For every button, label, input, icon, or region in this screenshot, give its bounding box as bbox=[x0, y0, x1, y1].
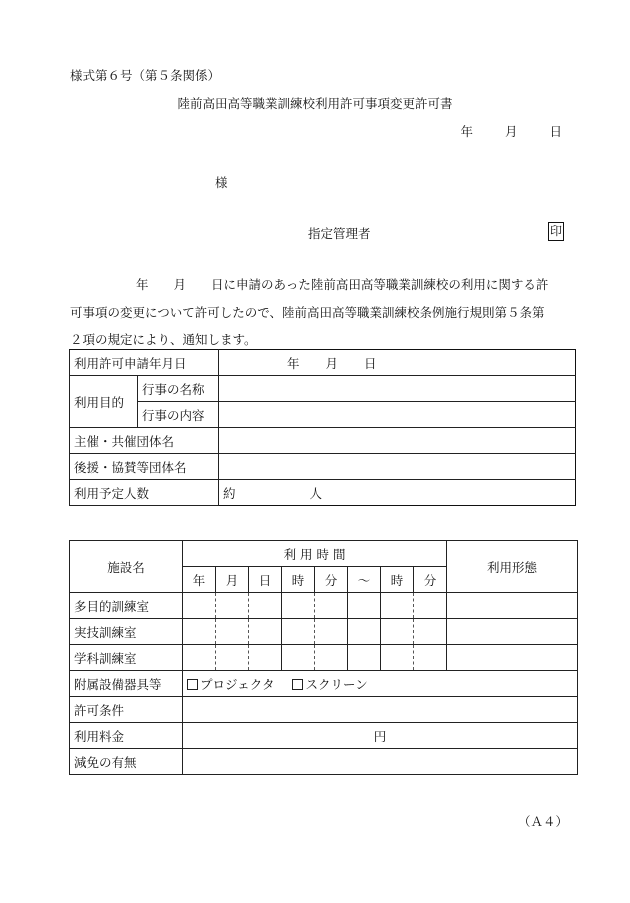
notice-body bbox=[70, 271, 578, 354]
usage-cell[interactable] bbox=[447, 593, 578, 619]
application-date-label: 利用許可申請年月日 bbox=[70, 350, 219, 376]
seal-mark: 印 bbox=[548, 222, 564, 241]
time-cell[interactable] bbox=[216, 593, 249, 619]
time-cell[interactable] bbox=[282, 645, 315, 671]
time-cell[interactable] bbox=[249, 593, 282, 619]
attendance-field[interactable] bbox=[219, 480, 576, 506]
usage-cell[interactable] bbox=[447, 645, 578, 671]
time-col-day: 日 bbox=[249, 567, 282, 593]
sponsor-field[interactable] bbox=[219, 454, 576, 480]
table-row bbox=[70, 645, 578, 671]
time-cell[interactable] bbox=[348, 645, 381, 671]
application-table bbox=[69, 349, 576, 506]
sponsor-label: 後援・協賛等団体名 bbox=[70, 454, 219, 480]
time-cell[interactable] bbox=[249, 645, 282, 671]
table-row bbox=[70, 697, 578, 723]
form-number: 様式第６号（第５条関係） bbox=[70, 68, 221, 83]
event-name-label: 行事の名称 bbox=[138, 376, 219, 402]
time-col-hour: 時 bbox=[282, 567, 315, 593]
time-cell[interactable] bbox=[183, 645, 216, 671]
event-name-field[interactable] bbox=[219, 376, 576, 402]
table-row bbox=[70, 376, 576, 402]
screen-checkbox[interactable] bbox=[292, 679, 303, 690]
document-title: 陸前高田高等職業訓練校利用許可事項変更許可書 bbox=[177, 96, 453, 111]
facility-table bbox=[69, 540, 578, 775]
table-row bbox=[70, 723, 578, 749]
time-cell[interactable] bbox=[414, 593, 447, 619]
time-cell[interactable] bbox=[315, 619, 348, 645]
time-cell[interactable] bbox=[414, 645, 447, 671]
attendance-unit: 人 bbox=[309, 485, 323, 501]
issue-date bbox=[461, 122, 562, 140]
table-row bbox=[70, 671, 578, 697]
projector-checkbox[interactable] bbox=[187, 679, 198, 690]
usage-cell[interactable] bbox=[447, 619, 578, 645]
date-day-label: 日 bbox=[549, 124, 562, 139]
time-col-hour-end: 時 bbox=[381, 567, 414, 593]
time-cell[interactable] bbox=[183, 593, 216, 619]
room-label: 実技訓練室 bbox=[70, 619, 183, 645]
attendance-prefix: 約 bbox=[223, 485, 236, 501]
fee-label: 利用料金 bbox=[70, 723, 183, 749]
usage-header: 利用形態 bbox=[447, 541, 578, 593]
table-row bbox=[70, 619, 578, 645]
table-row bbox=[70, 428, 576, 454]
exemption-field[interactable] bbox=[183, 749, 578, 775]
paper-size-label: （Ａ４） bbox=[517, 814, 568, 829]
app-date-month: 月 bbox=[325, 355, 339, 371]
table-row bbox=[70, 749, 578, 775]
notice-line-2: 可事項の変更について許可したので、陸前高田高等職業訓練校条例施行規則第５条第 bbox=[70, 304, 545, 320]
time-col-tilde: ～ bbox=[348, 567, 381, 593]
time-col-year: 年 bbox=[183, 567, 216, 593]
time-col-minute-end: 分 bbox=[414, 567, 447, 593]
time-cell[interactable] bbox=[381, 619, 414, 645]
exemption-label: 減免の有無 bbox=[70, 749, 183, 775]
time-cell[interactable] bbox=[216, 619, 249, 645]
projector-label: プロジェクタ bbox=[200, 676, 275, 692]
conditions-label: 許可条件 bbox=[70, 697, 183, 723]
organizer-field[interactable] bbox=[219, 428, 576, 454]
fee-field[interactable] bbox=[183, 723, 578, 749]
notice-line-3: ２項の規定により、通知します。 bbox=[70, 332, 257, 347]
application-date-field[interactable] bbox=[219, 350, 576, 376]
time-cell[interactable] bbox=[315, 593, 348, 619]
time-col-month: 月 bbox=[216, 567, 249, 593]
table-row bbox=[70, 402, 576, 428]
date-month-label: 月 bbox=[505, 124, 518, 139]
date-year-label: 年 bbox=[460, 124, 474, 139]
equipment-label: 附属設備器具等 bbox=[70, 671, 183, 697]
time-cell[interactable] bbox=[381, 645, 414, 671]
notice-line-1: 年 月 日に申請のあった陸前高田高等職業訓練校の利用に関する許 bbox=[136, 277, 549, 292]
table-row bbox=[70, 593, 578, 619]
app-date-day: 日 bbox=[364, 355, 377, 371]
time-cell[interactable] bbox=[348, 593, 381, 619]
time-header: 利 用 時 間 bbox=[183, 541, 447, 567]
table-row bbox=[70, 480, 576, 506]
facility-header: 施設名 bbox=[70, 541, 183, 593]
screen-label: スクリーン bbox=[305, 676, 368, 692]
time-cell[interactable] bbox=[216, 645, 249, 671]
time-cell[interactable] bbox=[381, 593, 414, 619]
table-row bbox=[70, 454, 576, 480]
table-row bbox=[70, 350, 576, 376]
organizer-label: 主催・共催団体名 bbox=[70, 428, 219, 454]
time-cell[interactable] bbox=[249, 619, 282, 645]
time-cell[interactable] bbox=[282, 593, 315, 619]
time-cell[interactable] bbox=[282, 619, 315, 645]
time-cell[interactable] bbox=[348, 619, 381, 645]
app-date-year: 年 bbox=[287, 355, 300, 371]
room-label: 学科訓練室 bbox=[70, 645, 183, 671]
time-col-minute: 分 bbox=[315, 567, 348, 593]
time-cell[interactable] bbox=[183, 619, 216, 645]
room-label: 多目的訓練室 bbox=[70, 593, 183, 619]
addressee-suffix: 様 bbox=[215, 175, 228, 190]
time-cell[interactable] bbox=[315, 645, 348, 671]
time-cell[interactable] bbox=[414, 619, 447, 645]
fee-unit: 円 bbox=[373, 728, 387, 744]
attendance-label: 利用予定人数 bbox=[70, 480, 219, 506]
event-content-field[interactable] bbox=[219, 402, 576, 428]
issuer-label: 指定管理者 bbox=[308, 226, 371, 241]
equipment-options bbox=[183, 671, 578, 697]
event-content-label: 行事の内容 bbox=[138, 402, 219, 428]
conditions-field[interactable] bbox=[183, 697, 578, 723]
purpose-label: 利用目的 bbox=[70, 376, 138, 428]
table-row bbox=[70, 541, 578, 567]
